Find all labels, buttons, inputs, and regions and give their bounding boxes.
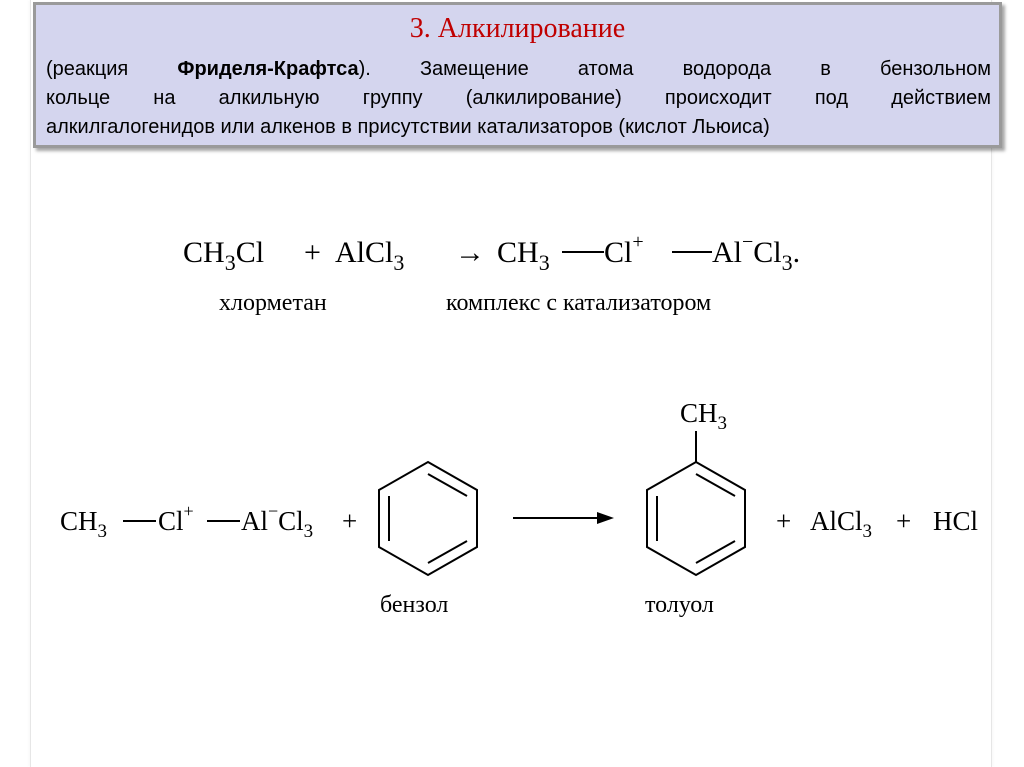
- reaction2-plus-1: +: [342, 506, 358, 536]
- reaction-arrow: [513, 512, 614, 524]
- reaction2-plus-3: +: [896, 506, 912, 536]
- description-line-3: алкилгалогенидов или алкенов в присутствии катализаторов (кислот Льюиса): [46, 116, 770, 138]
- slide-title: 3. Алкилирование: [409, 13, 626, 44]
- description-line-2: кольце на алкильную группу (алкилирование) происходит под действием: [46, 87, 991, 109]
- reaction2-plus-2: +: [776, 506, 792, 536]
- reaction1-arrow: →: [455, 236, 485, 269]
- toluene-methyl: $CH_3$: [680, 398, 728, 434]
- label-toluene: толуол: [645, 592, 714, 618]
- description-open: (реакция: [46, 58, 178, 80]
- product-alcl3: AlCl$_3$: [810, 506, 873, 542]
- reaction1-complex-ch3: $CH_3$: [497, 236, 550, 275]
- benzene-ring: [379, 462, 477, 575]
- reaction1-plus: +: [304, 236, 321, 269]
- reaction2-complex: $CH_3$: [60, 506, 108, 542]
- product-hcl: HCl: [933, 506, 979, 536]
- label-complex: комплекс с катализатором: [446, 290, 712, 316]
- reaction1-catalyst: AlCl$_3$: [335, 236, 405, 275]
- reaction2-cl: Cl+: [158, 501, 194, 536]
- reaction1-complex-cl: Cl+: [604, 231, 644, 269]
- reaction1-equation: $CH_3Cl$: [183, 236, 265, 275]
- reaction1-complex-al: $Al^-Cl_3$.: [712, 231, 801, 275]
- toluene-ring: [647, 462, 745, 575]
- label-chloromethane: хлорметан: [219, 290, 327, 316]
- reaction2-al: $Al^-Cl_3$: [241, 501, 314, 542]
- label-benzene: бензол: [380, 592, 449, 618]
- reaction-name: Фриделя-Крафтса: [177, 58, 359, 80]
- description-rest: ). Замещение атома водорода в бензольном: [358, 58, 991, 80]
